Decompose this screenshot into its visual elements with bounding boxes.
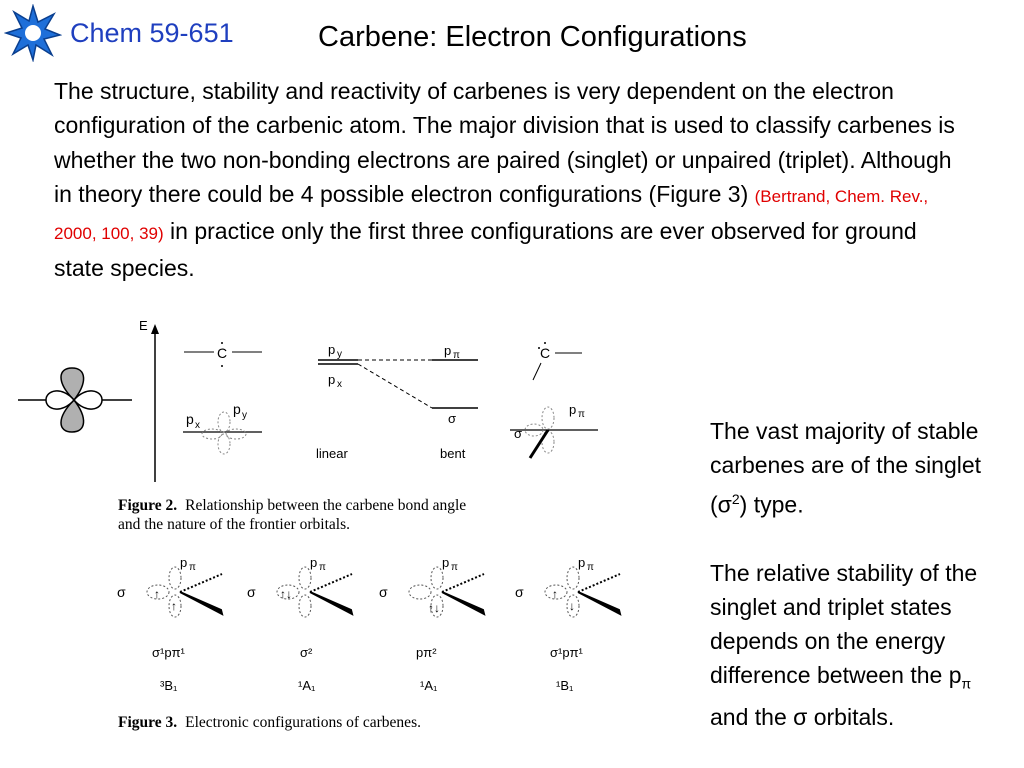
orbital-config-label: σ² xyxy=(300,645,313,660)
intro-text-2: in practice only the first three configurations are ever observed for ground state species. xyxy=(54,218,917,282)
svg-text:π: π xyxy=(319,562,326,573)
svg-text:↑: ↑ xyxy=(552,587,558,601)
svg-text:↑: ↑ xyxy=(171,599,177,613)
ppi-label-corr: π xyxy=(453,350,460,361)
config-2 xyxy=(247,555,352,693)
side-paragraph-1: The vast majority of stable carbenes are of the singlet $(\sigma^2)$ type. xyxy=(710,418,982,518)
svg-text:↑: ↑ xyxy=(154,587,160,601)
carbon-linear-label: C xyxy=(217,345,228,361)
intro-text-1: The structure, stability and reactivity of carbenes is very dependent on the electron configuration of the carbenic atom. The major division that is used to classify carbenes is whether the two non-bonding electrons are paired (singlet) or unpaired (triplet). Although in theory there could be 4 possible electron configurations (Figure 3) xyxy=(54,78,955,207)
svg-text:π: π xyxy=(587,562,594,573)
figures-panel xyxy=(0,310,640,750)
svg-text:p: p xyxy=(186,411,194,427)
svg-text:p: p xyxy=(578,555,586,570)
orbital-config-label: σ¹pπ¹ xyxy=(550,645,583,660)
svg-text:σ: σ xyxy=(515,584,524,600)
intro-paragraph xyxy=(54,74,964,286)
energy-axis-label: E xyxy=(139,318,148,333)
citation: (Bertrand, Chem. Rev., 2000, 100, 39) xyxy=(54,186,929,244)
orbital-config-label: pπ² xyxy=(416,645,437,660)
px-label-left: x xyxy=(195,420,200,431)
linear-label: linear xyxy=(316,446,348,461)
py-label-mid: y xyxy=(337,349,342,360)
svg-text:p: p xyxy=(569,402,577,417)
svg-text:p: p xyxy=(180,555,188,570)
config-3 xyxy=(379,555,484,693)
svg-text:p: p xyxy=(442,555,450,570)
figure2-caption-line1: Figure 2. Relationship between the carbene bond angle xyxy=(118,497,467,514)
svg-text:π: π xyxy=(451,562,458,573)
carbon-bent-label: C xyxy=(540,345,551,361)
orbital-config-label: σ¹pπ¹ xyxy=(152,645,185,660)
svg-text:π: π xyxy=(189,562,196,573)
svg-text:p: p xyxy=(310,555,318,570)
state-label: ¹A₁ xyxy=(420,678,438,693)
svg-text:p: p xyxy=(328,342,336,357)
figure3-configurations xyxy=(117,555,620,693)
ppi-label-bent: π xyxy=(578,409,585,420)
bent-label: bent xyxy=(440,446,466,461)
slide-title: Carbene: Electron Configurations xyxy=(318,21,747,53)
sigma-label-bent: σ xyxy=(514,426,523,441)
px-label-mid: x xyxy=(337,379,342,390)
svg-text:p: p xyxy=(328,372,336,387)
side-paragraph-2: The relative stability of the singlet and triplet states depends on the energy difference between the $p_\pi$ and the σ orbitals. xyxy=(710,559,978,731)
sigma-label-corr: σ xyxy=(448,411,457,426)
config-4 xyxy=(515,555,620,693)
svg-text:p: p xyxy=(233,401,241,417)
linear-carbene-orbital-diagram xyxy=(18,368,132,432)
course-code: Chem 59-651 xyxy=(70,18,234,48)
svg-text:p: p xyxy=(444,343,452,358)
side-text xyxy=(710,414,1010,734)
state-label: ³B₁ xyxy=(160,678,178,693)
svg-text:σ: σ xyxy=(379,584,388,600)
svg-text:σ: σ xyxy=(247,584,256,600)
snowflake-logo-icon xyxy=(4,4,62,62)
sigma-label: σ xyxy=(117,584,126,600)
state-label: ¹A₁ xyxy=(298,678,316,693)
svg-text:↑↓: ↑↓ xyxy=(428,601,440,615)
py-label-left: y xyxy=(242,410,247,421)
config-1 xyxy=(117,555,222,693)
figure3-caption: Figure 3. Electronic configurations of carbenes. xyxy=(118,714,421,731)
state-label: ¹B₁ xyxy=(556,678,574,693)
figure2-caption-line2: and the nature of the frontier orbitals. xyxy=(118,516,350,533)
svg-text:↑↓: ↑↓ xyxy=(280,587,292,601)
svg-text:↓: ↓ xyxy=(569,599,575,613)
